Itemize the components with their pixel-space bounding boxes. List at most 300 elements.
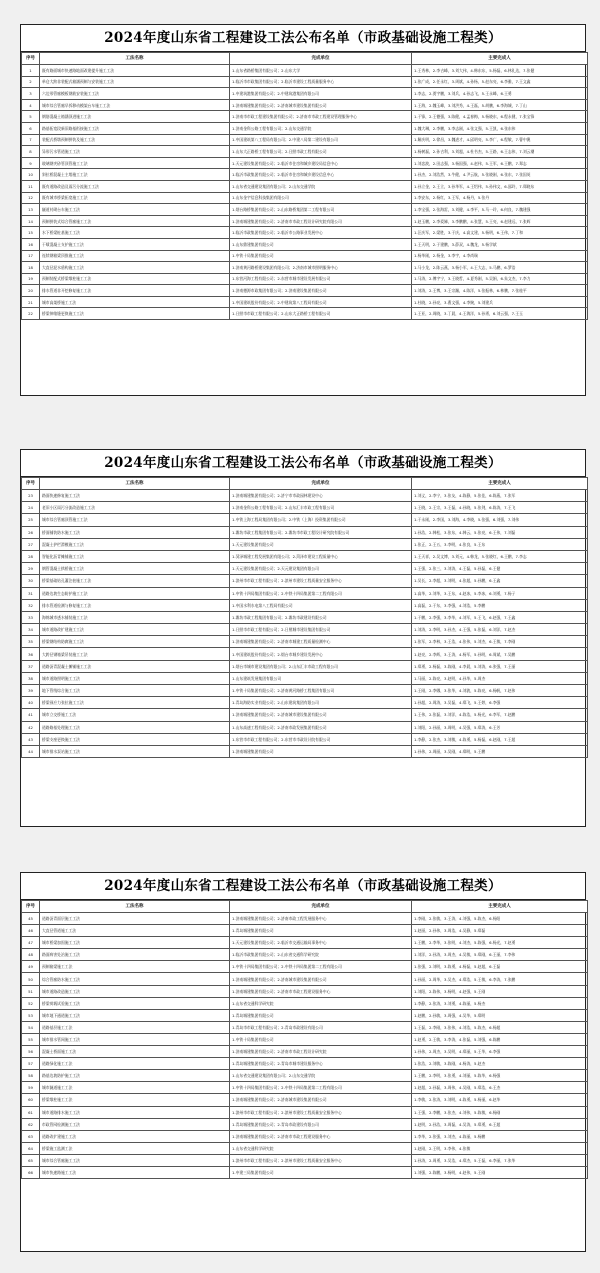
table-row	[22, 227, 588, 239]
cell-name: 桥梁预应力张拉施工工法	[40, 697, 230, 709]
cell-unit: 1.中铁上海工程局集团有限公司；2.中铁（上海）投资集团有限公司	[230, 514, 412, 526]
header-people: 主要完成人	[412, 53, 588, 65]
cell-people: 1.张强，2.刘明，3.陈勇，4.杨磊，5.赵超，6.王磊	[412, 961, 588, 973]
table-row	[22, 733, 588, 745]
cell-people: 1.郑勇，2.杨磊，3.陈刚，4.李晨，5.刘涛，6.张强，7.王丽	[412, 660, 588, 672]
cell-name: 隧道衬砌台车施工工法	[40, 204, 230, 216]
cell-name: 大直径管道施工工法	[40, 925, 230, 937]
table-row	[22, 709, 588, 721]
cell-people: 1.马丽，2.陈亮，3.赵明，4.孙华，5.周杰	[412, 672, 588, 684]
cell-unit: 1.济南城建集团有限公司；2.济南城市建设集团有限公司	[230, 709, 412, 721]
cell-people: 1.王鹏，2.李华，3.张明，4.刘杰，5.陈强，6.杨光，7.赵勇	[412, 937, 588, 949]
page-3	[20, 872, 586, 1252]
cell-name: 大跨径钢箱梁吊装施工工法	[40, 648, 230, 660]
cell-people: 1.孙伟，2.周杰，3.吴明，4.郑丽，5.王华，6.李强	[412, 1046, 588, 1058]
cell-people: 1.于永刚，2.李国，3.刘海，4.李晓，5.张强，6.刘强，7.刘伟	[412, 514, 588, 526]
cell-name: 预制拼装式综合管廊施工工法	[40, 215, 230, 227]
cell-no: 61	[22, 1106, 40, 1118]
cell-name: 城市立交桥施工工法	[40, 709, 230, 721]
cell-no: 59	[22, 1082, 40, 1094]
cell-people: 1.张广成，2.任永红，3.周斌，4.孙杨，5.赵东亮，6.李雅，7.王文鑫	[412, 76, 588, 88]
cell-unit: 1.济南城建集团有限公司	[230, 745, 412, 757]
table-row	[22, 611, 588, 623]
table-row	[22, 526, 588, 538]
header-people: 主要完成人	[412, 901, 588, 913]
cell-no: 17	[22, 250, 40, 262]
cell-name: 桥梁支座更换施工工法	[40, 733, 230, 745]
cell-people: 1.王亚，2.周晓，3.丁晨，4.王海洋，5.孙勇，6.刘云强，7.王玉	[412, 308, 588, 320]
cell-no: 5	[22, 111, 40, 123]
table-row	[22, 1094, 588, 1106]
cell-no: 3	[22, 88, 40, 100]
cell-name: 城市道路改造施工工法	[40, 985, 230, 997]
cell-unit: 1.青岛城建集团有限公司	[230, 1009, 412, 1021]
cell-unit: 1.中国水利水电第八工程局有限公司	[230, 599, 412, 611]
table-row	[22, 1142, 588, 1154]
cell-unit: 1.山东省路桥集团有限公司；2.山东大学	[230, 65, 412, 77]
page-2	[20, 449, 586, 827]
cell-name: 市政管网检测施工工法	[40, 1118, 230, 1130]
table-row	[22, 76, 588, 88]
cell-unit: 1.济南金科公路工程有限公司；2.山东汇丰市政工程有限公司	[230, 502, 412, 514]
table-row	[22, 502, 588, 514]
cell-name: 桥梁墩柱施工工法	[40, 1094, 230, 1106]
cell-no: 44	[22, 745, 40, 757]
header-unit: 完成单位	[230, 901, 412, 913]
cell-unit: 1.青岛城建集团有限公司；2.青岛市城市建设服务中心	[230, 1058, 412, 1070]
cell-unit: 1.天元建设集团有限公司；2.临沂市交通运输局事务中心	[230, 937, 412, 949]
cell-unit: 1.山东金宇信息科技集团有限公司	[230, 192, 412, 204]
cell-name: 大直径泥水盾构施工工法	[40, 262, 230, 274]
cell-unit: 1.天元建设集团有限公司；2.天元建设集团有限公司	[230, 563, 412, 575]
table-row	[22, 180, 588, 192]
table-row	[22, 134, 588, 146]
table-row	[22, 587, 588, 599]
cell-no: 16	[22, 238, 40, 250]
cell-name: 道路边坡生态防护施工工法	[40, 587, 230, 599]
cell-no: 32	[22, 599, 40, 611]
cell-people: 1.李华，2.张强，3.刘杰，4.陈丽，5.杨鹏	[412, 1130, 588, 1142]
cell-no: 31	[22, 587, 40, 599]
cell-no: 52	[22, 997, 40, 1009]
cell-people: 1.王晓，2.王宗，3.王磊，4.孙晓，5.张剑，6.陈涛，7.王飞	[412, 502, 588, 514]
cell-unit: 1.烟台路桥集团有限公司；2.山东路桥集团第二工程有限公司	[230, 204, 412, 216]
cell-name: 钢管混凝土拱桥施工工法	[40, 563, 230, 575]
page-1	[20, 24, 586, 396]
table-row	[22, 1058, 588, 1070]
cell-unit: 1.济南城建集团有限公司；2.济南市政工程发展服务中心	[230, 913, 412, 925]
cell-no: 39	[22, 685, 40, 697]
cell-no: 11	[22, 180, 40, 192]
cell-no: 30	[22, 575, 40, 587]
cell-people: 1.刘涛，2.李明，3.孙杰，4.王强，5.张磊，6.刘洋，7.赵杰	[412, 624, 588, 636]
cell-name: 桥梁施工监测工法	[40, 1142, 230, 1154]
cell-unit: 1.山东省交通科学研究院	[230, 1142, 412, 1154]
cell-name: 单仓大跨非装配式箱涵预制与安装施工工法	[40, 76, 230, 88]
cell-name: 道路绿化施工工法	[40, 1058, 230, 1070]
cell-unit: 1.山东省交通建设集团有限公司；2.山东交通学院	[230, 1070, 412, 1082]
cell-unit: 1.滨州市市政工程有限公司；2.滨州市建设工程质量安全服务中心	[230, 575, 412, 587]
cell-unit: 1.济南市市政工程建设集团有限公司；2.济南市市政工程建设管理服务中心	[230, 111, 412, 123]
cell-no: 7	[22, 134, 40, 146]
table-row	[22, 285, 588, 297]
cell-people: 1.张浩，2.刘敏，3.陈刚，4.杨涛，5.赵杰	[412, 1058, 588, 1070]
cell-unit: 1.济南城建集团有限公司；2.济南城市建设集团有限公司	[230, 99, 412, 111]
cell-people: 1.孙涛，2.周勇，3.吴浩，4.郑杰，5.王磊，6.李丽，7.张华	[412, 1154, 588, 1166]
cell-no: 60	[22, 1094, 40, 1106]
cell-people: 1.赵鹏，2.孙敏，3.周强，4.吴华，5.郑明	[412, 1009, 588, 1021]
table-header-row	[22, 901, 588, 913]
table-row	[22, 296, 588, 308]
cell-name: 桥梁伸缩缝更换施工工法	[40, 308, 230, 320]
table-row	[22, 192, 588, 204]
cell-no: 13	[22, 204, 40, 216]
cell-unit: 1.中铁十局集团有限公司	[230, 1033, 412, 1045]
list-table	[21, 52, 588, 320]
cell-unit: 1.济南黄河路桥建设集团有限公司；2.济南市城市照明服务中心	[230, 262, 412, 274]
cell-name: 路面快速修复施工工法	[40, 490, 230, 502]
cell-no: 57	[22, 1058, 40, 1070]
list-table	[21, 900, 588, 1179]
cell-people: 1.汪庆军，2.梁胜，3.于庆，4.高文建，5.杨明，6.王伟，7.丁和	[412, 227, 588, 239]
cell-no: 28	[22, 550, 40, 562]
cell-unit: 1.济南城建集团有限公司；2.济南市市政工程建设服务中心	[230, 985, 412, 997]
table-row	[22, 563, 588, 575]
cell-no: 12	[22, 192, 40, 204]
cell-name: 城市排水管网施工工法	[40, 1033, 230, 1045]
cell-no: 26	[22, 526, 40, 538]
cell-no: 49	[22, 961, 40, 973]
cell-no: 41	[22, 709, 40, 721]
table-row	[22, 273, 588, 285]
cell-name: 既有路面城市快速路地面改建提升施工工法	[40, 65, 230, 77]
cell-name: 城市排水泵站施工工法	[40, 745, 230, 757]
cell-unit: 1.日照市市政工程有限公司；2.山东大正路桥工程有限公司	[230, 308, 412, 320]
cell-people: 1.刘忠波，2.田志强，3.杨国强，4.赵伟，5.王军，6.王鹏，7.郑志	[412, 157, 588, 169]
table-row	[22, 1082, 588, 1094]
cell-unit: 1.中建筑港集团有限公司；2.中建筑港集团有限公司	[230, 88, 412, 100]
table-row	[22, 721, 588, 733]
table-row	[22, 1009, 588, 1021]
cell-name: 装配式桥墩预制拼装及施工工法	[40, 134, 230, 146]
cell-unit: 1.青岛市市政工程有限公司；2.青岛市政建设有限公司	[230, 1021, 412, 1033]
table-row	[22, 122, 588, 134]
cell-no: 24	[22, 502, 40, 514]
table-row	[22, 1118, 588, 1130]
header-no: 序号	[22, 53, 40, 65]
cell-name: 混凝土桥面施工工法	[40, 1046, 230, 1058]
table-row	[22, 65, 588, 77]
cell-people: 1.赵刚，2.王明，3.李伟，4.张敏	[412, 1142, 588, 1154]
cell-people: 1.赵丽，2.孙伟，3.周浩，4.吴静，5.郑磊	[412, 925, 588, 937]
header-no: 序号	[22, 901, 40, 913]
cell-no: 38	[22, 672, 40, 684]
cell-name: 排水管道检测与修复施工工法	[40, 599, 230, 611]
cell-people: 1.王天祥，2.吴文博，3.刘元，4.韩龙，5.张晓红，6.王鹏，7.李志	[412, 550, 588, 562]
cell-name: 道路沥青混凝土摊铺施工工法	[40, 660, 230, 672]
cell-no: 58	[22, 1070, 40, 1082]
table-row	[22, 913, 588, 925]
cell-name: 排水管道非开挖修复施工工法	[40, 285, 230, 297]
table-header-row	[22, 478, 588, 490]
cell-people: 1.刘涛，2.王博，3.王宗瀚，4.陈洋，5.张振林，6.林鹏，7.张桂平	[412, 285, 588, 297]
cell-unit: 1.青岛城建集团有限公司	[230, 925, 412, 937]
cell-people: 1.孙立金，2.王立，3.孙华军，4.王绍伟，5.孙伟文，6.邵玲，7.郑晓东	[412, 180, 588, 192]
cell-people: 1.刘强，2.陈鹏，3.杨明，4.赵伟，5.王刚	[412, 1166, 588, 1178]
cell-unit: 1.青岛海防实业有限公司；2.山东建筑集团有限公司	[230, 697, 412, 709]
table-row	[22, 238, 588, 250]
cell-unit: 1.济南德源市政集团有限公司；2.济南建设集团有限公司	[230, 285, 412, 297]
table-row	[22, 925, 588, 937]
cell-no: 51	[22, 985, 40, 997]
header-name: 工法名称	[40, 478, 230, 490]
cell-unit: 1.济南城建集团有限公司；2.济南市市政工程设计研究院有限公司	[230, 215, 412, 227]
table-row	[22, 99, 588, 111]
header-no: 序号	[22, 478, 40, 490]
table-row	[22, 215, 588, 227]
table-header-row	[22, 53, 588, 65]
table-row	[22, 624, 588, 636]
cell-name: 玻璃钢夹砂管顶管施工工法	[40, 157, 230, 169]
cell-no: 64	[22, 1142, 40, 1154]
cell-unit: 1.天元建设集团有限公司	[230, 538, 412, 550]
cell-unit: 1.潍坊市政工程集团有限公司；2.潍坊市政建设有限公司	[230, 611, 412, 623]
table-row	[22, 599, 588, 611]
cell-no: 14	[22, 215, 40, 227]
table-row	[22, 961, 588, 973]
cell-people: 1.赵明，2.孙浩，3.周磊，4.吴涛，5.郑勇，6.王超	[412, 1118, 588, 1130]
cell-people: 1.王刚，2.李娜，3.张华，4.刘波，5.陈亮，6.杨帆，7.赵伟	[412, 685, 588, 697]
cell-name: 城市快速路施工工法	[40, 1166, 230, 1178]
cell-name: 桥梁钢结构防腐施工工法	[40, 636, 230, 648]
cell-unit: 1.山东高速工程有限公司；2.济南市政发展集团有限公司	[230, 721, 412, 733]
cell-no: 37	[22, 660, 40, 672]
cell-people: 1.王秀林，2.李吉峰，3.刘大伟，4.韩东东，5.杨磊，6.林礼达，7.张健	[412, 65, 588, 77]
cell-no: 21	[22, 296, 40, 308]
cell-unit: 1.临沂市政集团有限公司；2.山东省交通科学研究院	[230, 949, 412, 961]
cell-unit: 1.临沂市市政集团有限公司；2.临沂市建设工程质量服务中心	[230, 76, 412, 88]
cell-no: 48	[22, 949, 40, 961]
cell-no: 40	[22, 697, 40, 709]
cell-unit: 1.中铁十四局集团有限公司；2.中铁十四局集团第二工程有限公司	[230, 587, 412, 599]
table-row	[22, 262, 588, 274]
cell-no: 18	[22, 262, 40, 274]
table-row	[22, 1021, 588, 1033]
page-title: 2024年度山东省工程建设工法公布名单（市政基础设施工程类）	[21, 873, 585, 900]
cell-unit: 1.山东省交通建设集团有限公司；2.山东交通学院	[230, 180, 412, 192]
cell-people: 1.李刚，2.张敏，3.王涛，4.刘强，5.陈杰，6.杨阳	[412, 913, 588, 925]
cell-no: 45	[22, 913, 40, 925]
cell-unit: 1.东营河海工程有限公司；2.东营市城市建设发展有限公司	[230, 273, 412, 285]
cell-people: 1.李静，2.张涛，3.刘勇，4.陈丽，5.杨杰	[412, 997, 588, 1009]
cell-unit: 1.中国建筑股份有限公司；2.烟台市城乡建设发展中心	[230, 648, 412, 660]
cell-people: 1.孙浩，2.韩松，3.张东，4.韩云，5.张亮，6.王伟，7.刘磊	[412, 526, 588, 538]
cell-people: 1.孙杰，2.刘浩然，3.牛健，4.尹云航，5.张晓刚，6.张东，7.张国英	[412, 169, 588, 181]
cell-name: 城市道路改扩建施工工法	[40, 624, 230, 636]
table-row	[22, 204, 588, 216]
table-row	[22, 636, 588, 648]
table-row	[22, 1130, 588, 1142]
cell-no: 10	[22, 169, 40, 181]
table-row	[22, 514, 588, 526]
cell-name: 道路路基处理施工工法	[40, 721, 230, 733]
cell-unit: 1.山东建筑发展集团有限公司	[230, 672, 412, 684]
cell-name: 水下桥梁桩基施工工法	[40, 227, 230, 239]
cell-unit: 1.东营市市政工程有限公司；2.东营市市政设计院有限公司	[230, 733, 412, 745]
table-row	[22, 1046, 588, 1058]
cell-people: 1.孙超，2.周涛，3.吴磊，4.郑飞，5.王婷，6.李强	[412, 697, 588, 709]
cell-name: 既有道路改造及雨污分流施工工法	[40, 180, 230, 192]
cell-people: 1.王磊，2.李刚，3.张伟，4.刘浩，5.陈杰，6.杨超	[412, 1021, 588, 1033]
cell-unit: 1.山东省交通科学研究院	[230, 997, 412, 1009]
cell-people: 1.张正，2.王五，3.李明，4.张良，5.王东	[412, 538, 588, 550]
table-row	[22, 169, 588, 181]
table-row	[22, 1166, 588, 1178]
cell-people: 1.杜晓，2.孙亮，3.曹文强，4.李婉，5.刘建兵	[412, 296, 588, 308]
cell-people: 1.杨树磊，2.孙吉利，3.刘超，4.杜书杰，5.王路，6.王志伟，7.刘云潮	[412, 146, 588, 158]
cell-unit: 1.中建三局集团有限公司	[230, 1166, 412, 1178]
cell-name: 城市道路排水施工工法	[40, 1106, 230, 1118]
cell-no: 6	[22, 122, 40, 134]
cell-name: 混凝土护栏滑模施工工法	[40, 538, 230, 550]
cell-unit: 1.山东大正路桥工程有限公司；2.日照市政工程有限公司	[230, 146, 412, 158]
cell-name: 既有城市桥梁拓宽施工工法	[40, 192, 230, 204]
cell-no: 33	[22, 611, 40, 623]
cell-no: 23	[22, 490, 40, 502]
table-row	[22, 1070, 588, 1082]
cell-no: 8	[22, 146, 40, 158]
table-row	[22, 146, 588, 158]
cell-unit: 1.青岛城建集团有限公司；2.青岛市政建设有限公司	[230, 1118, 412, 1130]
table-row	[22, 697, 588, 709]
cell-no: 63	[22, 1130, 40, 1142]
cell-name: 路面病害处治施工工法	[40, 949, 230, 961]
cell-people: 1.于锋，2.王德强，3.陈健，4.孟春梅，5.杨晓东，6.程永健，7.张宝锋	[412, 111, 588, 123]
cell-people: 1.赵玉鹏，2.李爱娣，3.李鹏鹏，4.张慧，5.王亮，6.赵建远，7.张辉	[412, 215, 588, 227]
table-row	[22, 997, 588, 1009]
cell-people: 1.高磊，2.于东，3.李强，4.刘浩，5.李鹏	[412, 599, 588, 611]
list-table	[21, 477, 588, 758]
cell-unit: 1.中铁十四局集团有限公司；2.中铁十四局集团第二工程有限公司	[230, 1082, 412, 1094]
cell-people: 1.杨华刚，2.杨金，3.李宇，4.李尚瑞	[412, 250, 588, 262]
page-title: 2024年度山东省工程建设工法公布名单（市政基础设施工程类）	[21, 450, 585, 477]
table-row	[22, 985, 588, 997]
cell-unit: 1.中国建筑股份有限公司；2.中建筑第八工程局有限公司	[230, 296, 412, 308]
cell-unit: 1.中铁十四局集团有限公司；2.中铁十四局集团第二工程有限公司	[230, 961, 412, 973]
cell-name: 城市综合管廊早拆移动模架台车施工工法	[40, 99, 230, 111]
cell-no: 66	[22, 1166, 40, 1178]
cell-no: 65	[22, 1154, 40, 1166]
cell-people: 1.王伟，2.张磊，3.刘洋，4.陈浩，5.杨光，6.李军，7.赵鹏	[412, 709, 588, 721]
header-unit: 完成单位	[230, 53, 412, 65]
cell-name: 连续钢箱梁顶推施工工法	[40, 250, 230, 262]
table-row	[22, 550, 588, 562]
cell-people: 1.刘义，2.李宁，3.张友，4.陈静，5.张佳，6.陈燕，7.张军	[412, 490, 588, 502]
table-row	[22, 250, 588, 262]
table-row	[22, 660, 588, 672]
cell-unit: 1.济南城建集团有限公司；2.济南城市建设集团有限公司	[230, 1094, 412, 1106]
cell-no: 35	[22, 636, 40, 648]
cell-people: 1.李志，2.贾宇鹏，3.刘兵，4.孙志飞，5.王永峰，6.王勇	[412, 88, 588, 100]
cell-unit: 1.济南城建集团有限公司；2.济南市市政工程设计研究院	[230, 1046, 412, 1058]
cell-unit: 1.山东鼎建集团有限公司	[230, 238, 412, 250]
cell-no: 55	[22, 1033, 40, 1045]
table-row	[22, 157, 588, 169]
cell-name: 桥梁荷载试验施工工法	[40, 997, 230, 1009]
table-row	[22, 745, 588, 757]
cell-people: 1.于鹏，2.李强，3.李华，4.刘军，5.王飞，6.赵强，7.王鑫	[412, 611, 588, 623]
cell-people: 1.高华，2.刘华，3.王东，4.赵冰，5.李冰，6.刘勇，7.杨子	[412, 587, 588, 599]
cell-no: 50	[22, 973, 40, 985]
cell-name: 路基拓宽段新旧路基衔接施工工法	[40, 122, 230, 134]
cell-unit: 1.中铁十局集团有限公司	[230, 250, 412, 262]
cell-unit: 1.临沂市政集团有限公司；2.临沂市公路事业发展中心	[230, 227, 412, 239]
table-row	[22, 490, 588, 502]
cell-name: 城市综合管廊顶管施工工法	[40, 514, 230, 526]
cell-unit: 1.日照市市政工程有限公司；2.日照城市建设集团有限公司	[230, 624, 412, 636]
cell-unit: 1.济南城建集团有限公司；2.济宁市市政园林建设中心	[230, 490, 412, 502]
cell-name: 老旧小区雨污分流改造施工工法	[40, 502, 230, 514]
cell-unit: 1.中国建筑第八工程局有限公司；2.中建八局第二建设有限公司	[230, 134, 412, 146]
cell-name: 综合管廊防水施工工法	[40, 973, 230, 985]
cell-people: 1.王强，2.李鹏，3.张杰，4.刘伟，5.陈敏，6.杨刚	[412, 1106, 588, 1118]
cell-no: 47	[22, 937, 40, 949]
cell-unit: 1.济南城建集团有限公司；2.济南市市政工程建设服务中心	[230, 1130, 412, 1142]
cell-no: 62	[22, 1118, 40, 1130]
cell-unit: 1.潍坊市政工程集团有限公司；2.潍坊市市政工程设计研究院有限公司	[230, 526, 412, 538]
cell-no: 15	[22, 227, 40, 239]
cell-people: 1.魏大琳，2.李鹏，3.李志刚，4.张文强，5.王凯，6.张东伟	[412, 122, 588, 134]
cell-no: 53	[22, 1009, 40, 1021]
cell-name: 地下管线综合施工工法	[40, 685, 230, 697]
table-row	[22, 308, 588, 320]
cell-unit: 1.济南城建集团有限公司；2.济南城市建设集团有限公司	[230, 973, 412, 985]
cell-no: 27	[22, 538, 40, 550]
table-row	[22, 685, 588, 697]
cell-unit: 1.中铁十局集团有限公司；2.济南黄河路桥工程集团有限公司	[230, 685, 412, 697]
cell-no: 25	[22, 514, 40, 526]
cell-people: 1.刘洋，2.孙涛，3.周杰，4.吴敏，5.郑刚，6.王丽，7.李伟	[412, 949, 588, 961]
cell-name: 城市隧道施工工法	[40, 1082, 230, 1094]
cell-no: 56	[22, 1046, 40, 1058]
cell-people: 1.马涛，2.傅宇宁，3.王晓哲，4.夏秀刚，5.吴娟，6.朱文杰，7.李力	[412, 273, 588, 285]
cell-no: 1	[22, 65, 40, 77]
cell-no: 22	[22, 308, 40, 320]
table-row	[22, 949, 588, 961]
cell-name: 城市综合管廊施工工法	[40, 1154, 230, 1166]
cell-no: 20	[22, 285, 40, 297]
cell-people: 1.赵超，2.孙磊，3.周伟，4.吴刚，5.郑浩，6.王杰	[412, 1082, 588, 1094]
cell-name: 预制箱梁施工工法	[40, 961, 230, 973]
cell-people: 1.李敏，2.张涛，3.刘明，4.陈勇，5.杨丽，6.赵华	[412, 1094, 588, 1106]
cell-name: 城市地下通道施工工法	[40, 1009, 230, 1021]
cell-unit: 1.临沂市政集团有限公司；2.临沂市住房和城乡建设信息中心	[230, 169, 412, 181]
cell-no: 42	[22, 721, 40, 733]
cell-unit: 1.烟台市城市建设集团有限公司；2.山东汇丰市政工程有限公司	[230, 660, 412, 672]
cell-unit: 1.天元建设集团有限公司；2.临沂市住房和城乡建设局信息中心	[230, 157, 412, 169]
header-name: 工法名称	[40, 53, 230, 65]
cell-name: 异形污水管道施工工法	[40, 146, 230, 158]
cell-name: 桥面铺装防水施工工法	[40, 526, 230, 538]
cell-people: 1.刘阳，2.陈伟，3.杨明，4.赵强，5.王刚	[412, 985, 588, 997]
cell-people: 1.李安东，2.杨红，3.王军，4.杨丹，5.张丹	[412, 192, 588, 204]
cell-people: 1.吴长，2.李超，3.刘明，4.张超，5.孙鹏，6.王鑫	[412, 575, 588, 587]
cell-people: 1.王强，2.张三，3.刘涛，4.王磊，5.孙磊，6.王健	[412, 563, 588, 575]
cell-unit: 1.滨州市市政工程有限公司；2.滨州市建设工程质量安全服务中心	[230, 1106, 412, 1118]
cell-name: 六边形管廊模板钢筋安装施工工法	[40, 88, 230, 100]
table-row	[22, 937, 588, 949]
cell-people: 1.王鹏，2.李明，3.张勇，4.刘丽，5.陈华，6.杨强	[412, 1070, 588, 1082]
